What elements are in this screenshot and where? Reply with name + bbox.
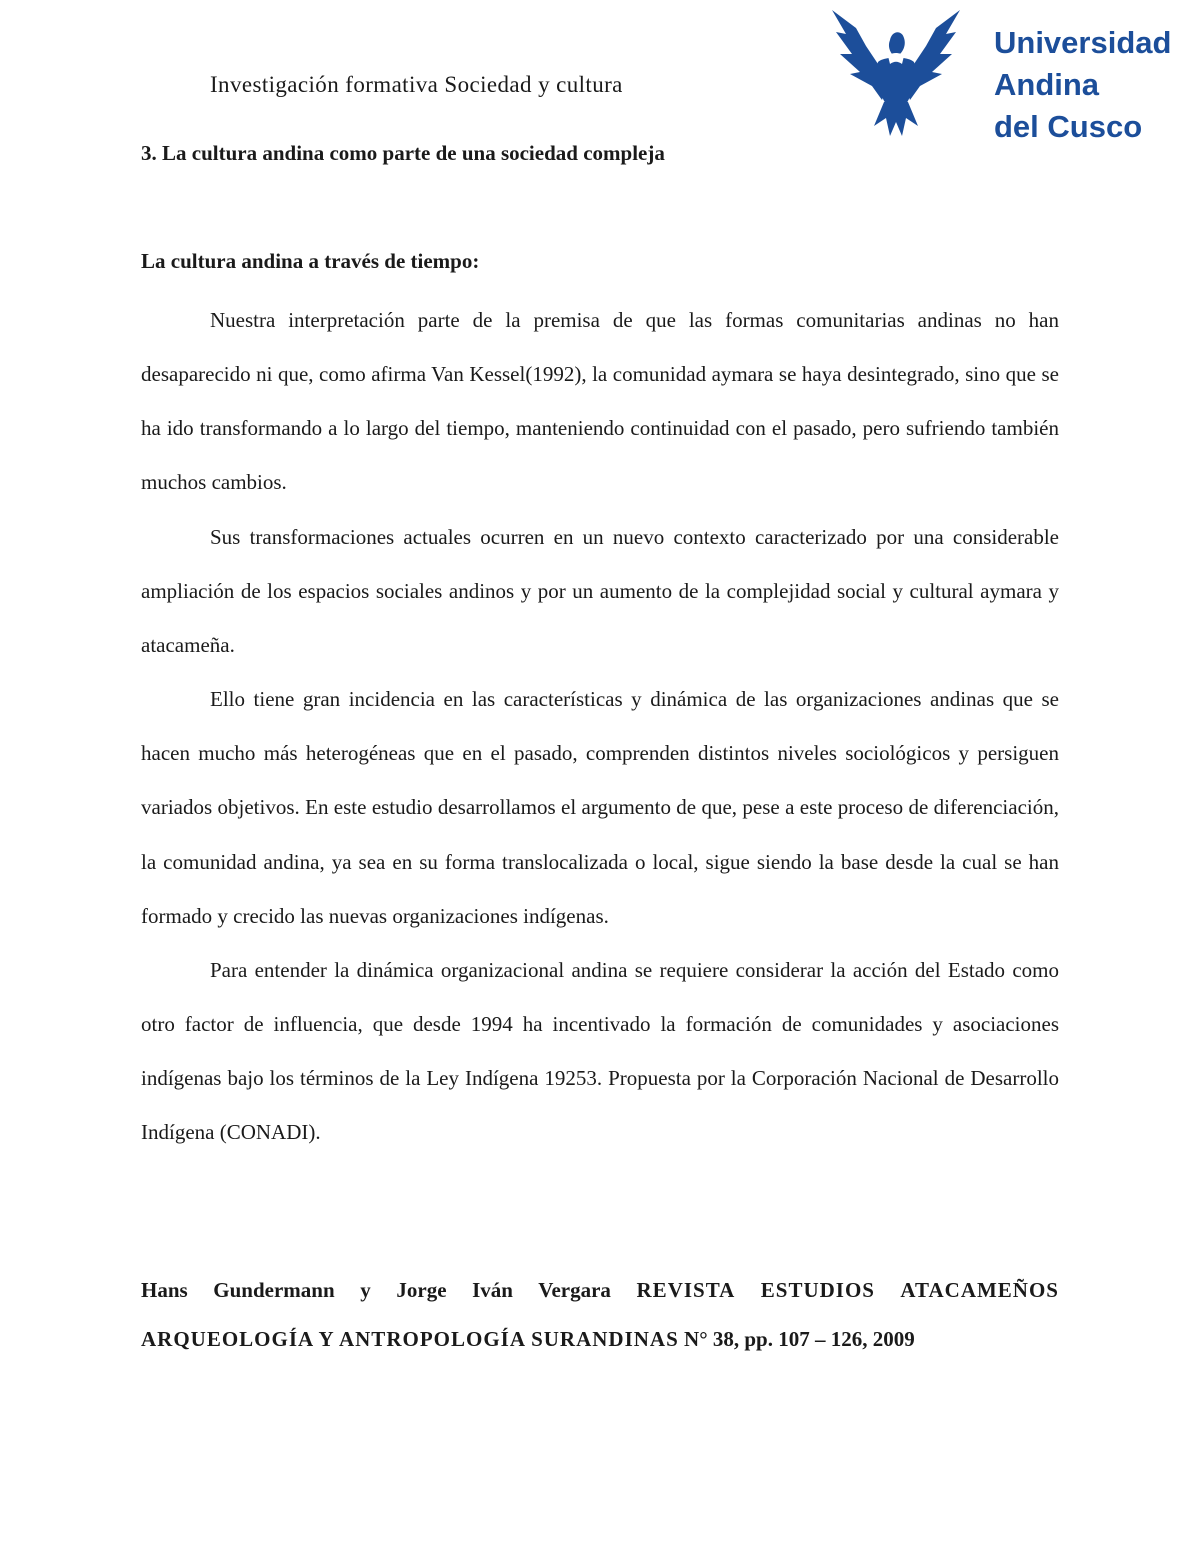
- body-text: [141, 293, 1059, 1160]
- university-logo: [826, 4, 1200, 144]
- paragraph-4: Para entender la dinámica organizacional andina se requiere considerar la acción del Estado como otro factor de influencia, que desde 1994 ha incentivado la formación de comunidades y asociaciones indígenas bajo los términos de la Ley Indígena 19253. Propuesta por la Corporación Nacional de Desarrollo Indígena (CONADI).: [141, 957, 1059, 1145]
- condor-icon: [826, 4, 966, 142]
- reference-journal: REVISTA ESTUDIOS ATACAMEÑOS ARQUEOLOGÍA Y ANTROPOLOGÍA SURANDINAS: [141, 1278, 1059, 1351]
- subheading: La cultura andina a través de tiempo:: [141, 249, 480, 273]
- logo-line-1: Universidad: [994, 25, 1172, 60]
- paragraph-3: Ello tiene gran incidencia en las características y dinámica de las organizaciones andinas que se hacen mucho más heterogéneas que en el pasado, comprenden distintos niveles sociológicos y persiguen variados objetivos. En este estudio desarrollamos el argumento de que, pese a este proceso de diferenciación, la comunidad andina, ya sea en su forma translocalizada o local, sigue siendo la base desde la cual se han formado y crecido las nuevas organizaciones indígenas.: [141, 687, 1059, 928]
- bibliographic-reference: [141, 1266, 1059, 1364]
- reference-authors: Hans Gundermann y Jorge Iván Vergara: [141, 1278, 611, 1302]
- paragraph-1: Nuestra interpretación parte de la premisa de que las formas comunitarias andinas no han desaparecido ni que, como afirma Van Kessel(1992), la comunidad aymara se haya desintegrado, sino que se ha ido transformando a lo largo del tiempo, manteniendo continuidad con el pasado, pero sufriendo también muchos cambios.: [141, 308, 1059, 495]
- paragraph-2: Sus transformaciones actuales ocurren en un nuevo contexto caracterizado por una considerable ampliación de los espacios sociales andinos y por un aumento de la complejidad social y cultural aymara y atacameña.: [141, 524, 1059, 657]
- logo-wordmark: [994, 22, 1200, 148]
- section-title: 3. La cultura andina como parte de una sociedad compleja: [141, 141, 665, 165]
- reference-details: N° 38, pp. 107 – 126, 2009: [684, 1327, 915, 1351]
- logo-line-3: del Cusco: [994, 109, 1143, 144]
- document-header-title: Investigación formativa Sociedad y cultura: [210, 72, 623, 97]
- logo-line-2: Andina: [994, 67, 1100, 102]
